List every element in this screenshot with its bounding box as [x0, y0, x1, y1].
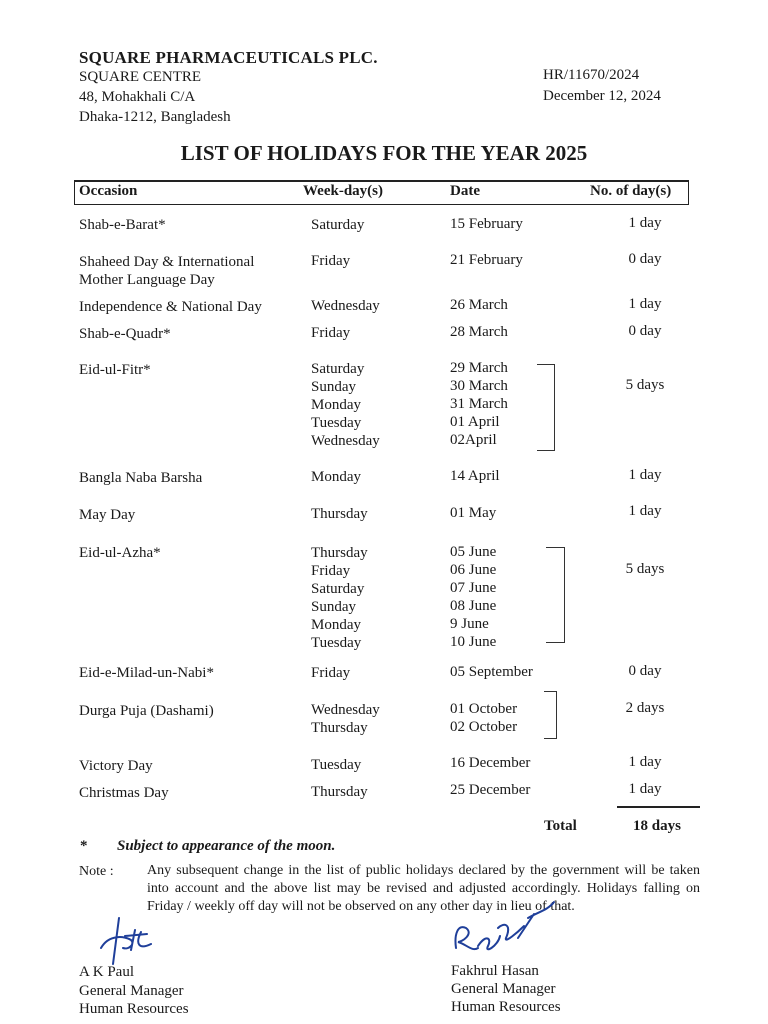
note-text: Any subsequent change in the list of public holidays declared by the government will be taken into account and the above list may be revised and adjusted accordingly. Holidays falling on Friday / weekly off day will not be observed on any other day in lieu of that.	[147, 863, 700, 914]
holiday-weekday: Wednesday	[311, 702, 380, 718]
holiday-weekday: Tuesday	[311, 757, 362, 773]
holiday-occasion: Shaheed Day & International	[79, 254, 255, 270]
signatory-dept: Human Resources	[79, 1001, 189, 1017]
column-header-date: Date	[450, 183, 480, 199]
signatory-name: Fakhrul Hasan	[451, 963, 539, 979]
holiday-date: 21 February	[450, 252, 523, 268]
document-title: LIST OF HOLIDAYS FOR THE YEAR 2025	[180, 141, 588, 165]
date-range-bracket	[537, 364, 555, 451]
holiday-date: 06 June	[450, 562, 497, 578]
holiday-weekday: Saturday	[311, 581, 365, 597]
signatory-title: General Manager	[79, 983, 184, 999]
signatory-title: General Manager	[451, 981, 556, 997]
total-value: 18 days	[633, 818, 681, 834]
holiday-occasion: Eid-e-Milad-un-Nabi*	[79, 665, 214, 681]
holiday-weekday: Sunday	[311, 599, 356, 615]
holiday-date: 15 February	[450, 216, 523, 232]
holiday-weekday: Sunday	[311, 379, 356, 395]
holiday-date: 01 October	[450, 701, 518, 717]
holiday-date: 01 April	[450, 414, 500, 430]
note-label: Note :	[79, 864, 114, 879]
holiday-date: 26 March	[450, 297, 508, 313]
letter-date: December 12, 2024	[543, 88, 661, 104]
address-line-1: SQUARE CENTRE	[79, 69, 202, 85]
company-name: SQUARE PHARMACEUTICALS PLC.	[79, 48, 378, 67]
holiday-days: 1 day	[628, 503, 662, 519]
holiday-weekday: Saturday	[311, 361, 365, 377]
holiday-occasion: Independence & National Day	[79, 299, 262, 315]
holiday-weekday: Monday	[311, 617, 361, 633]
holiday-days: 1 day	[628, 754, 662, 770]
holiday-occasion-cont: Mother Language Day	[79, 272, 215, 288]
holiday-weekday: Thursday	[311, 545, 368, 561]
holiday-days: 1 day	[628, 467, 662, 483]
holiday-weekday: Thursday	[311, 506, 368, 522]
holiday-days: 5 days	[625, 561, 665, 577]
holiday-days: 5 days	[625, 377, 665, 393]
column-header-occasion: Occasion	[79, 183, 138, 199]
holiday-weekday: Tuesday	[311, 415, 362, 431]
holiday-weekday: Thursday	[311, 784, 368, 800]
holiday-days: 1 day	[628, 296, 662, 312]
holiday-date: 30 March	[450, 378, 508, 394]
holiday-date: 02 October	[450, 719, 518, 735]
holiday-occasion: Bangla Naba Barsha	[79, 470, 203, 486]
holiday-date: 05 June	[450, 544, 497, 560]
holiday-weekday: Wednesday	[311, 433, 380, 449]
footnote-mark: *	[80, 838, 88, 854]
total-label: Total	[544, 818, 577, 834]
holiday-occasion: Shab-e-Barat*	[79, 217, 166, 233]
column-header-weekdays: Week-day(s)	[303, 183, 383, 199]
signature-fakhrul-hasan	[448, 898, 558, 960]
address-line-3: Dhaka-1212, Bangladesh	[79, 109, 231, 125]
holiday-occasion: Christmas Day	[79, 785, 169, 801]
footnote-text: Subject to appearance of the moon.	[117, 838, 336, 854]
holiday-days: 2 days	[625, 700, 665, 716]
holiday-weekday: Monday	[311, 397, 361, 413]
holiday-weekday: Saturday	[311, 217, 365, 233]
holiday-occasion: Durga Puja (Dashami)	[79, 703, 214, 719]
holiday-weekday: Friday	[311, 253, 351, 269]
holiday-date: 9 June	[450, 616, 489, 632]
holiday-weekday: Monday	[311, 469, 361, 485]
holiday-date: 16 December	[450, 755, 531, 771]
holiday-weekday: Friday	[311, 563, 351, 579]
holiday-occasion: Shab-e-Quadr*	[79, 326, 171, 342]
holiday-occasion: Eid-ul-Fitr*	[79, 362, 151, 378]
holiday-weekday: Tuesday	[311, 635, 362, 651]
holiday-date: 14 April	[450, 468, 500, 484]
holiday-occasion: Victory Day	[79, 758, 153, 774]
total-rule	[617, 806, 700, 808]
holiday-occasion: May Day	[79, 507, 136, 523]
column-header-days: No. of day(s)	[590, 183, 672, 199]
holiday-weekday: Wednesday	[311, 298, 380, 314]
holiday-date: 25 December	[450, 782, 531, 798]
holiday-days: 0 day	[628, 323, 662, 339]
holiday-weekday: Thursday	[311, 720, 368, 736]
date-range-bracket	[544, 691, 557, 739]
holiday-weekday: Friday	[311, 325, 351, 341]
holiday-date: 08 June	[450, 598, 497, 614]
holiday-date: 07 June	[450, 580, 497, 596]
holiday-date: 05 September	[450, 664, 533, 680]
holiday-date: 31 March	[450, 396, 508, 412]
holiday-date: 10 June	[450, 634, 497, 650]
signatory-dept: Human Resources	[451, 999, 561, 1015]
holiday-days: 1 day	[628, 215, 662, 231]
holiday-days: 1 day	[628, 781, 662, 797]
holiday-date: 28 March	[450, 324, 508, 340]
address-line-2: 48, Mohakhali C/A	[79, 89, 196, 105]
signatory-name: A K Paul	[79, 964, 135, 980]
reference-number: HR/11670/2024	[543, 67, 640, 83]
holiday-days: 0 day	[628, 663, 662, 679]
holiday-occasion: Eid-ul-Azha*	[79, 545, 161, 561]
holiday-days: 0 day	[628, 251, 662, 267]
date-range-bracket	[546, 547, 565, 643]
holiday-date: 29 March	[450, 360, 508, 376]
holiday-date: 01 May	[450, 505, 497, 521]
signature-ak-paul	[95, 914, 165, 969]
holiday-weekday: Friday	[311, 665, 351, 681]
holiday-date: 02April	[450, 432, 497, 448]
